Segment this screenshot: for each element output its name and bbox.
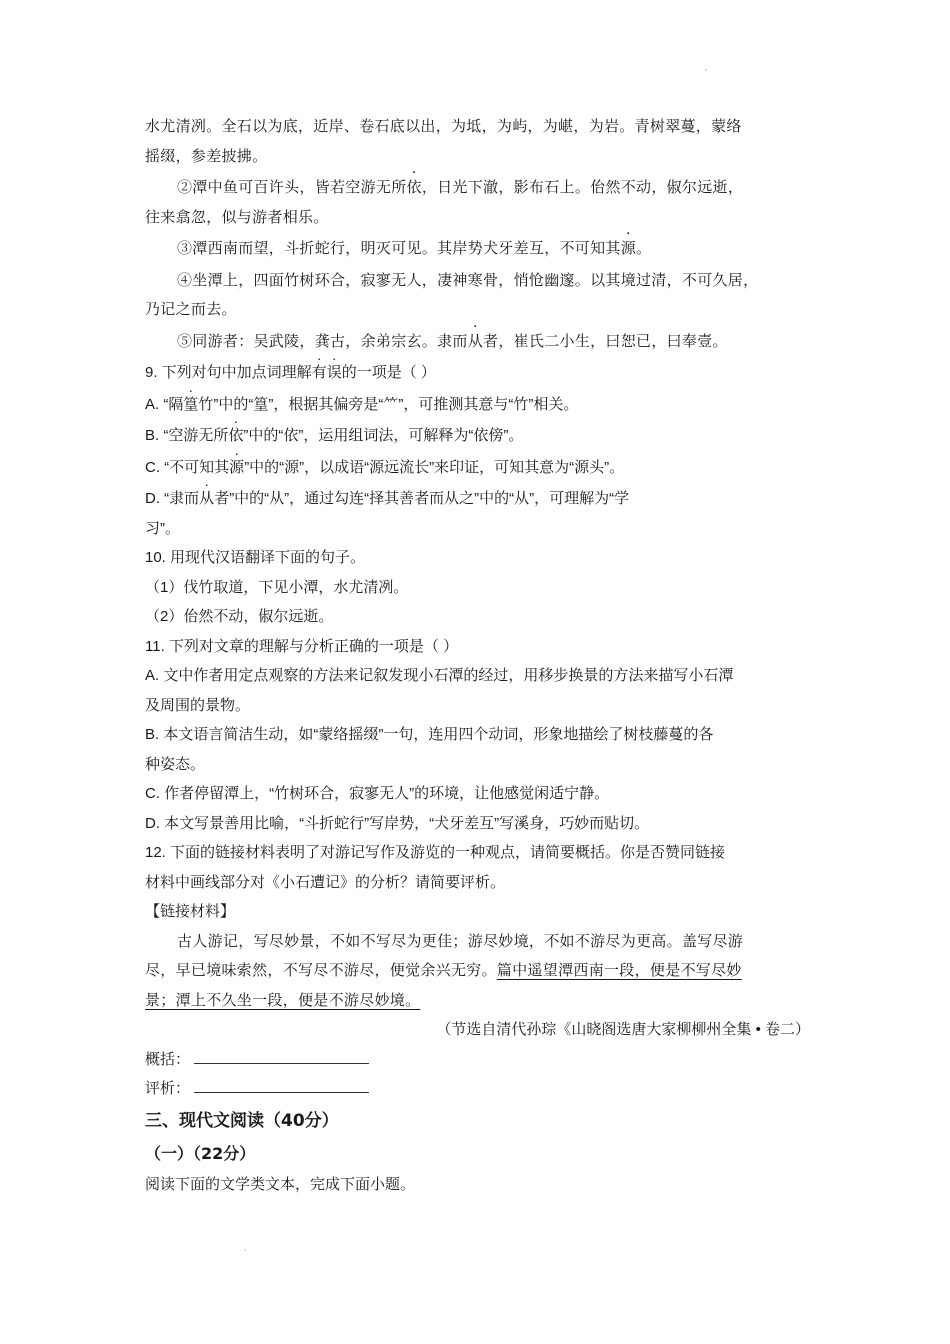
q12-material-line1: 古人游记，写尽妙景，不如不写尽为更佳；游尽妙境，不如不游尽为更高。盖写尽游	[177, 931, 744, 950]
q11-option-a-line2: 及周围的景物。	[145, 696, 251, 714]
q10-sentence-1: （1）伐竹取道，下见小潭，水尤清冽。	[145, 578, 409, 596]
q9-option-c: C. “不可知其源”中的“源”，以成语“源远流长”来印证，可知其意为“源头”。	[145, 453, 810, 483]
q12-stem-line2: 材料中画线部分对《小石遭记》的分析？请简要评析。	[145, 873, 506, 891]
q9-stem: 9. 下列对句中加点词理解有误的一项是（ ）	[145, 358, 810, 388]
document-page	[145, 112, 810, 1199]
q11-option-c: C. 作者停留潭上，“竹树环合，寂寥无人”的环境，让他感觉闲适宁静。	[145, 785, 610, 802]
section-3-title: 三、现代文阅读（40分）	[145, 1110, 339, 1131]
q9-option-b: B. “空游无所依”中的“依”，运用组词法，可解释为“依傍”。	[145, 421, 810, 451]
passage-p3: ③潭西南而望，斗折蛇行，明灭可见。其岸势犬牙差互，不可知其源。	[145, 234, 810, 264]
q11-option-d: D. 本文写景善用比喻，“斗折蛇行”写岸势，“犬牙差互”写溪身，巧妙而贴切。	[145, 814, 650, 832]
underlined-text: 篇中遥望潭西南一段，便是不写尽妙	[496, 961, 742, 979]
q12-material-line2: 尽，早已境味索然，不写尽不游尽，便觉余兴无穷。篇中遥望潭西南一段，便是不写尽妙	[145, 961, 742, 979]
q9-option-a: A. “隔篁竹”中的“篁”，根据其偏旁是“⺮”，可推测其意与“竹”相关。	[145, 390, 810, 420]
passage-p1-line1: 水尤清冽。全石以为底，近岸、卷石底以出，为坻，为屿，为嵁，为岩。青树翠蔓，蒙络	[145, 117, 742, 135]
q11-option-a-line1: A. 文中作者用定点观察的方法来记叙发现小石潭的经过，用移步换景的方法来描写小石潭	[145, 667, 734, 684]
emphasis-dot-char: 误	[326, 364, 342, 381]
passage-p4-line1: ④坐潭上，四面竹树环合，寂寥无人，凄神寒骨，悄怆幽邃。以其境过清，不可久居，	[177, 270, 759, 289]
q11-option-b-line1: B. 本文语言简洁生动，如“蒙络摇缀”一句，连用四个动词，形象地描绘了树枝藤蔓的各	[145, 726, 714, 743]
q12-source: （节选自清代孙琮《山晓阁选唐大家柳柳州全集 • 卷二）	[436, 1021, 810, 1038]
q11-stem: 11. 下列对文章的理解与分析正确的一项是（ ）	[145, 637, 459, 655]
q12-material-line3	[145, 986, 810, 1016]
emphasis-dot-char: 源	[620, 239, 637, 257]
q9-option-d: D. “隶而从者”中的“从”，通过勾连“择其善者而从之”中的“从”，可理解为“学	[145, 484, 810, 514]
underlined-text: 景；潭上不久坐一段，便是不游尽妙境。	[145, 990, 421, 1009]
section-3-instruction: 阅读下面的文学类文本，完成下面小题。	[145, 1175, 416, 1193]
comment-answer-blank[interactable]	[194, 1078, 369, 1093]
q12-material-label: 【链接材料】	[145, 903, 236, 920]
passage-p1-line2: 摇缀，参差披拂。	[145, 146, 268, 165]
emphasis-dot-char: 从	[467, 331, 484, 350]
emphasis-dot-char: 有	[311, 364, 327, 381]
passage-p5: ⑤同游者：吴武陵，龚古，余弟宗玄。隶而从者，崔氏二小生，曰恕已，曰奉壹。	[145, 327, 810, 357]
q12-summary-row	[145, 1045, 810, 1075]
emphasis-dot-char: 篁	[183, 395, 199, 413]
comment-label: 评析：	[145, 1080, 191, 1097]
q12-comment-row	[145, 1074, 810, 1104]
q12-stem-line1: 12. 下面的链接材料表明了对游记写作及游览的一种观点，请简要概括。你是否赞同链接	[145, 844, 726, 861]
q11-option-b-line2: 种姿态。	[145, 755, 206, 773]
passage-p2-line2: 往来翕忽，似与游者相乐。	[145, 207, 329, 226]
emphasis-dot-char: 依	[228, 427, 244, 444]
emphasis-dot-char: 源	[229, 458, 245, 476]
section-3-part-1: （一）（22分）	[145, 1143, 256, 1163]
passage-p4-line2: 乃记之而去。	[145, 300, 237, 318]
summary-answer-blank[interactable]	[194, 1049, 369, 1064]
summary-label: 概括：	[145, 1050, 191, 1068]
q10-stem: 10. 用现代汉语翻译下面的句子。	[145, 549, 366, 566]
passage-p2-line1: ②潭中鱼可百许头，皆若空游无所依，日光下澈，影布石上。佁然不动，俶尔远逝，	[145, 173, 810, 203]
q9-option-d-line2: 习”。	[145, 519, 180, 537]
emphasis-dot-char: 依	[406, 178, 422, 196]
q10-sentence-2: （2）佁然不动，俶尔远逝。	[145, 608, 334, 625]
emphasis-dot-char: 从	[199, 490, 215, 507]
